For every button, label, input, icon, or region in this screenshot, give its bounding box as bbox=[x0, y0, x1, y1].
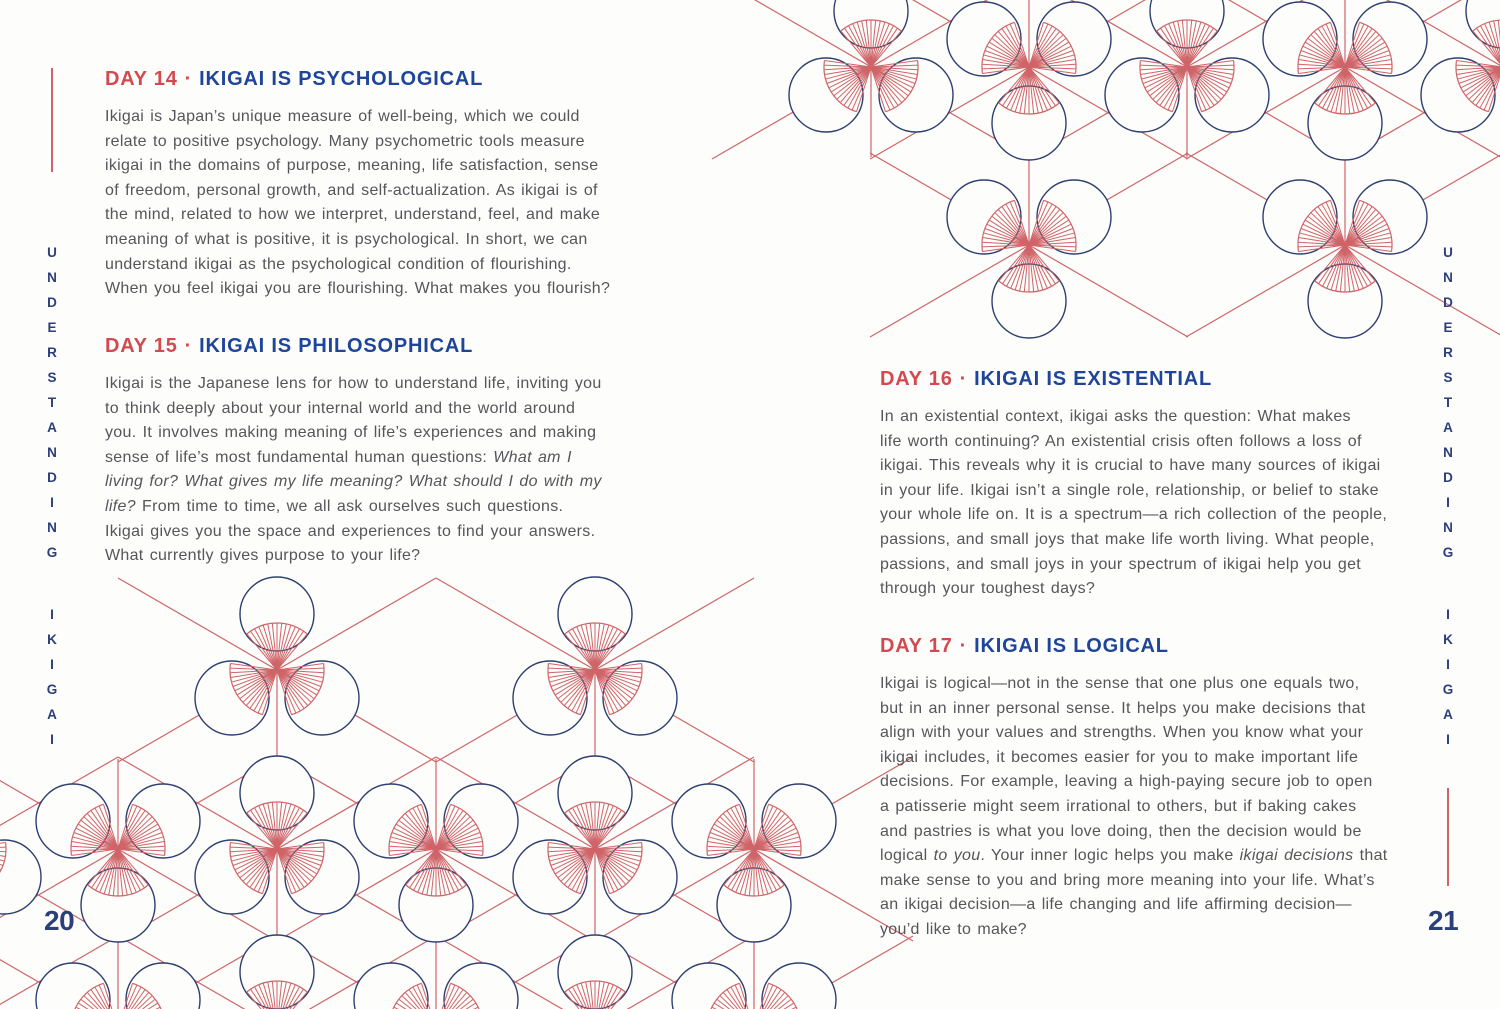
text-line: you’d like to make? bbox=[880, 920, 1027, 938]
text-line: Ikigai is logical—not in the sense that one plus one equals two, bbox=[880, 675, 1360, 692]
text-line: logical to you. Your inner logic helps you make ikigai decisions that bbox=[880, 847, 1388, 865]
heading-separator: · bbox=[184, 68, 193, 90]
day-17-heading bbox=[880, 635, 1440, 658]
text-line: ikigai. This reveals why it is crucial to have many sources of ikigai bbox=[880, 457, 1381, 475]
vertical-letter: D bbox=[47, 470, 57, 485]
vertical-letter: S bbox=[47, 370, 57, 385]
day-14-paragraph bbox=[105, 105, 665, 302]
text-line: ikigai in the domains of purpose, meaning, life satisfaction, sense bbox=[105, 157, 599, 175]
vertical-letter: I bbox=[1446, 657, 1450, 672]
vertical-letter: A bbox=[1443, 707, 1453, 722]
vertical-letter: N bbox=[1443, 270, 1453, 285]
left-margin-rule bbox=[51, 68, 53, 172]
vertical-letter: K bbox=[1443, 632, 1453, 647]
section-day-15 bbox=[105, 335, 665, 569]
heading-separator: · bbox=[959, 635, 968, 657]
text-line: in your life. Ikigai isn’t a single role, relationship, or belief to stake bbox=[880, 481, 1379, 499]
vertical-letter: G bbox=[1442, 545, 1454, 560]
vertical-letter: I bbox=[50, 607, 54, 622]
text-line: through your toughest days? bbox=[880, 580, 1096, 598]
vertical-letter: N bbox=[1443, 445, 1453, 460]
vertical-letter: D bbox=[1443, 470, 1453, 485]
text-line: sense of life’s most fundamental human questions: What am I bbox=[105, 448, 572, 466]
vertical-letter: U bbox=[47, 245, 57, 260]
text-line: an ikigai decision—a life changing and life affirming decision— bbox=[880, 896, 1352, 914]
day-label: DAY 16 bbox=[880, 368, 953, 390]
vertical-letter: G bbox=[46, 545, 58, 560]
right-page-number: 21 bbox=[1428, 905, 1459, 936]
vertical-letter: G bbox=[46, 682, 58, 697]
day-14-heading bbox=[105, 68, 665, 91]
vertical-letter: N bbox=[1443, 520, 1453, 535]
vertical-letter: A bbox=[47, 707, 57, 722]
vertical-letter: R bbox=[1443, 345, 1453, 360]
text-line: to think deeply about your internal world and the world around bbox=[105, 399, 576, 417]
day-label: DAY 14 bbox=[105, 68, 178, 90]
vertical-letter: A bbox=[1443, 420, 1453, 435]
text-line: decisions. For example, leaving a high-paying secure job to open bbox=[880, 773, 1373, 791]
section-day-17 bbox=[880, 635, 1440, 943]
text-line: of freedom, personal growth, and self-actualization. As ikigai is of bbox=[105, 181, 598, 199]
vertical-letter: I bbox=[50, 495, 54, 510]
section-day-14 bbox=[105, 68, 665, 302]
text-line: life? From time to time, we all ask ourselves such questions. bbox=[105, 497, 564, 515]
text-line: passions, and small joys in your spectrum of ikigai help you get bbox=[880, 555, 1362, 573]
heading-title: IKIGAI IS LOGICAL bbox=[974, 635, 1169, 657]
heading-title: IKIGAI IS PSYCHOLOGICAL bbox=[199, 68, 484, 90]
heading-title: IKIGAI IS EXISTENTIAL bbox=[974, 368, 1213, 390]
text-line: life worth continuing? An existential crisis often follows a loss of bbox=[880, 432, 1362, 450]
left-vertical-title-understanding bbox=[38, 240, 66, 565]
heading-separator: · bbox=[184, 335, 193, 357]
vertical-letter: G bbox=[1442, 682, 1454, 697]
vertical-letter: I bbox=[50, 657, 54, 672]
text-line: understand ikigai as the psychological condition of flourishing. bbox=[105, 255, 572, 273]
text-line: living for? What gives my life meaning? What should I do with my bbox=[105, 473, 602, 491]
text-line: When you feel ikigai you are flourishing. What makes you flourish? bbox=[105, 280, 611, 298]
text-line: What currently gives purpose to your life? bbox=[105, 547, 421, 565]
text-line: passions, and small joys that make life worth living. What people, bbox=[880, 530, 1375, 548]
day-16-paragraph bbox=[880, 405, 1440, 602]
vertical-letter: D bbox=[1443, 295, 1453, 310]
text-line: make sense to you and bring more meaning into your life. What’s bbox=[880, 871, 1375, 889]
vertical-letter: T bbox=[47, 395, 57, 410]
vertical-letter: K bbox=[47, 632, 57, 647]
day-15-heading bbox=[105, 335, 665, 358]
vertical-letter: D bbox=[47, 295, 57, 310]
text-line: Ikigai is the Japanese lens for how to understand life, inviting you bbox=[105, 375, 602, 392]
text-line: meaning of what is positive, it is psychological. In short, we can bbox=[105, 230, 588, 248]
day-17-paragraph bbox=[880, 672, 1440, 943]
vertical-letter: U bbox=[1443, 245, 1453, 260]
text-line: relate to positive psychology. Many psychometric tools measure bbox=[105, 132, 585, 150]
text-line: align with your values and strengths. When you know what your bbox=[880, 724, 1364, 742]
section-day-16 bbox=[880, 368, 1440, 602]
text-line: Ikigai gives you the space and experiences to find your answers. bbox=[105, 522, 596, 540]
text-line: Ikigai is Japan’s unique measure of well-being, which we could bbox=[105, 108, 580, 125]
vertical-letter: I bbox=[50, 732, 54, 747]
left-vertical-title-ikigai bbox=[38, 602, 66, 752]
heading-title: IKIGAI IS PHILOSOPHICAL bbox=[199, 335, 474, 357]
left-page-number: 20 bbox=[44, 905, 75, 936]
text-line: but in an inner personal sense. It helps you make decisions that bbox=[880, 699, 1366, 717]
right-margin-rule bbox=[1447, 788, 1449, 886]
text-line: In an existential context, ikigai asks the question: What makes bbox=[880, 408, 1351, 425]
vertical-letter: A bbox=[47, 420, 57, 435]
vertical-letter: E bbox=[1443, 320, 1453, 335]
vertical-letter: N bbox=[47, 520, 57, 535]
vertical-letter: R bbox=[47, 345, 57, 360]
vertical-letter: N bbox=[47, 445, 57, 460]
day-16-heading bbox=[880, 368, 1440, 391]
text-line: the mind, related to how we interpret, understand, feel, and make bbox=[105, 206, 601, 224]
day-label: DAY 17 bbox=[880, 635, 953, 657]
vertical-letter: S bbox=[1443, 370, 1453, 385]
text-line: your whole life on. It is a spectrum—a rich collection of the people, bbox=[880, 506, 1388, 524]
text-line: ikigai includes, it becomes easier for you to make important life bbox=[880, 748, 1359, 766]
vertical-letter: T bbox=[1443, 395, 1453, 410]
vertical-letter: E bbox=[47, 320, 57, 335]
day-label: DAY 15 bbox=[105, 335, 178, 357]
vertical-letter: N bbox=[47, 270, 57, 285]
text-line: you. It involves making meaning of life’s experiences and making bbox=[105, 424, 597, 442]
day-15-paragraph bbox=[105, 372, 665, 569]
text-line: and pastries is what you love doing, then the decision would be bbox=[880, 822, 1362, 840]
vertical-letter: I bbox=[1446, 732, 1450, 747]
vertical-letter: I bbox=[1446, 495, 1450, 510]
heading-separator: · bbox=[959, 368, 968, 390]
text-line: a patisserie might seem irrational to others, but if baking cakes bbox=[880, 797, 1357, 815]
vertical-letter: I bbox=[1446, 607, 1450, 622]
